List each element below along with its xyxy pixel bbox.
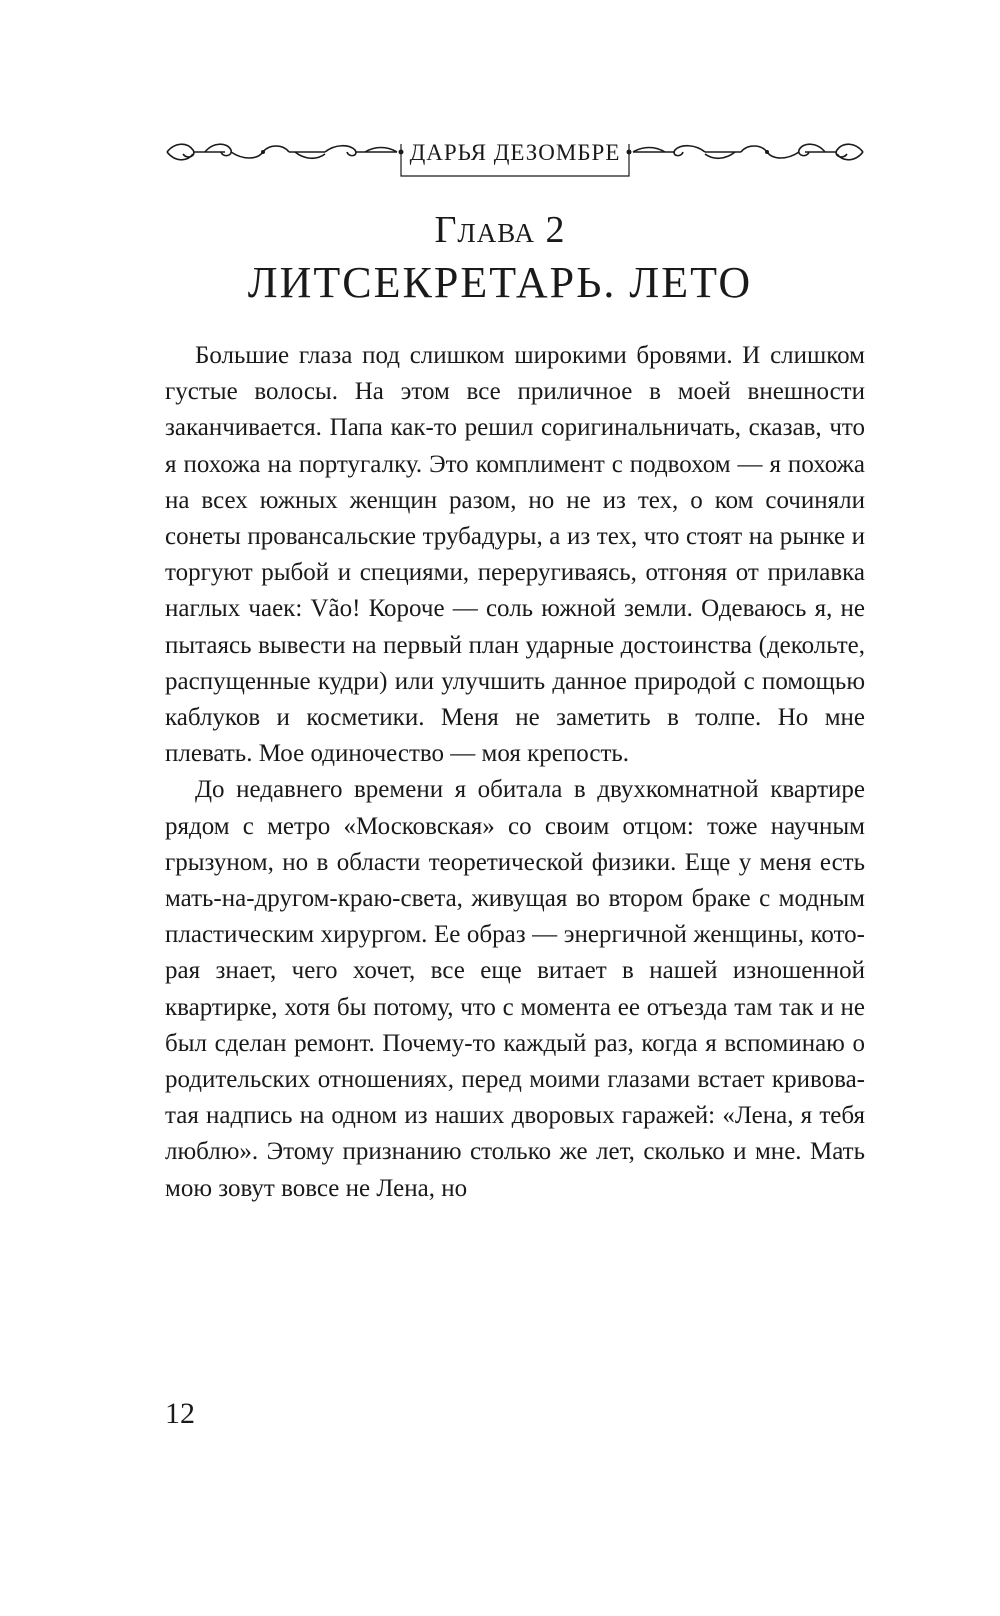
page-number: 12 <box>165 1397 195 1430</box>
chapter-title: ЛИТСЕКРЕТАРЬ. ЛЕТО <box>247 258 753 307</box>
paragraph: Большие глаза под слишком широкими бровями. И слишком густые волосы. На этом все приличное в моей внешности заканчивается. Папа как-то решил соригинальничать, сказав, что я похожа на португалку. Это комплимент с подвохом — я похожа на всех южных женщин разом, но не из тех, о ком сочиняли сонеты провансальские трубадуры, а из тех, что стоят на рынке и торгуют рыбой и специями, переругиваясь, отгоняя от прилавка наглых чаек: Vão! Короче — соль южной земли. Одеваюсь я, не пытаясь вывести на первый план ударные достоинства (декольте, распущенные кудри) или улучшить данное природой с помощью каблуков и косметики. Меня не заметить в толпе. Но мне плевать. Мое одиночество — моя крепость. <box>165 342 865 768</box>
paragraph: До недавнего времени я обитала в двухкомнатной квартире рядом с метро «Московская» со своим отцом: тоже научным грызуном, но в области теоретической физики. Еще у меня есть мать-на-другом-краю-света, живущая во втором браке с модным пластическим хирургом. Ее образ — энергичной женщины, которая знает, чего хочет, все еще витает в нашей изношенной квартирке, хотя бы потому, что с момента ее отъезда там так и не был сделан ремонт. Почему-то каждый раз, когда я вспоминаю о родительских отношениях, перед моими глазами встает кривоватая надпись на одном из наших дворовых гаражей: «Лена, я тебя люблю». Этому признанию столько же лет, сколько и мне. Мать мою зовут вовсе не Лена, но <box>165 776 865 1202</box>
running-head-author: ДАРЬЯ ДЕЗОМБРЕ <box>404 140 627 165</box>
chapter-number: Глава 2 <box>434 209 566 251</box>
running-header <box>165 130 865 184</box>
body-text <box>165 338 865 1207</box>
